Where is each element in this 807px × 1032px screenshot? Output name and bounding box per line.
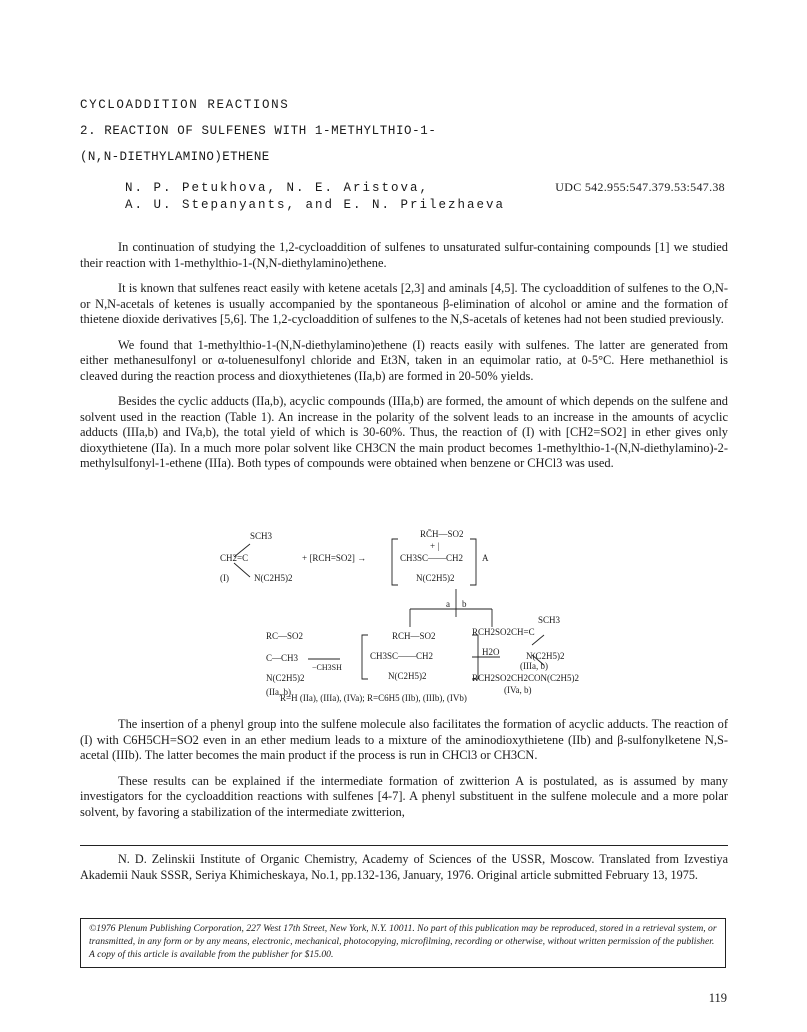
product-iv-label: (IVa, b) [504, 685, 532, 695]
path-b-label: b [462, 599, 467, 609]
paragraph-5: The insertion of a phenyl group into the sulfene molecule also facilitates the formation of acyclic adducts. The reaction of (I) with C6H5CH=SO2 even in an ether medium leads to a mixture of the aminodioxythietene (IIb) and β-sulfonylketene N,S-acetal (IIIb). The latter becomes the main product if the process is run in CHCl3 or CH3CN. [80, 717, 728, 762]
body-text-lower [80, 717, 728, 820]
cyclic-adduct-mid: CH3SC——CH2 [370, 651, 434, 661]
footnote [80, 852, 728, 883]
page-number: 119 [708, 991, 727, 1005]
product-ii-amine: N(C2H5)2 [266, 673, 305, 683]
product-iii-sch3: SCH3 [538, 615, 561, 625]
author-line-2: A. U. Stepanyants, and E. N. Prilezhaeva [125, 198, 506, 212]
footnote-rule [80, 845, 728, 846]
paragraph-3: We found that 1-methylthio-1-(N,N-diethylamino)ethene (I) reacts easily with sulfenes. The latter are generated from either methanesulfonyl or α-toluenesulfonyl chloride and Et3N, taken in an equimolar ratio, at 0-5°C. Here methanethiol is cleaved during the reaction process and dioxythietenes (IIa,b) are formed in 20-50% yields. [80, 337, 728, 383]
eliminated-methanethiol: −CH3SH [312, 663, 342, 672]
product-ii-mid: C—CH3 [266, 653, 299, 663]
bracket-right [470, 539, 476, 585]
bracket-left-2 [362, 635, 368, 679]
copyright-text: ©1976 Plenum Publishing Corporation, 227 West 17th Street, New York, N.Y. 10011. No part of this publication may be reproduced, stored in a retrieval system, or transmitted, in any form or by any means, electronic, mechanical, photocopying, microfilming, recording or otherwise, without written permission of the publisher. A copy of this article is available from the publisher for $15.00. [89, 923, 717, 960]
product-iv-formula: RCH2SO2CH2CON(C2H5)2 [472, 673, 580, 683]
sulfene-formula: + [RCH=SO2] → [302, 553, 367, 563]
zwitterion-charge: + | [430, 541, 440, 551]
paragraph-6: These results can be explained if the intermediate formation of zwitterion A is postulated, as is assumed by many investigators for the cycloaddition reactions with sulfenes [4-7]. A phenyl substituent in the sulfene molecule and a more polar solvent, by favoring a stabilization of the intermediate zwitterion, [80, 773, 728, 819]
product-ii-label: (IIa, b) [266, 687, 291, 697]
reactant-amine: N(C2H5)2 [254, 573, 293, 583]
author-line-1: N. P. Petukhova, N. E. Aristova, [125, 181, 430, 195]
article-title-continued: (N,N-DIETHYLAMINO)ETHENE [80, 150, 270, 164]
series-title: CYCLOADDITION REACTIONS [80, 98, 290, 112]
article-title: 2. REACTION OF SULFENES WITH 1-METHYLTHIO-1- [80, 124, 437, 138]
path-a-label: a [446, 599, 450, 609]
zwitterion-mid: CH3SC——CH2 [400, 553, 464, 563]
bond-line [234, 563, 250, 577]
zwitterion-label: A [482, 553, 489, 563]
product-iii-formula: RCH2SO2CH=C [472, 627, 535, 637]
udc-code: UDC 542.955:547.379.53:547.38 [555, 180, 725, 194]
reactant-label: (I) [220, 573, 229, 583]
reactant-formula: CH2=C [220, 553, 249, 563]
cyclic-adduct-amine: N(C2H5)2 [388, 671, 427, 681]
bracket-left [392, 539, 398, 585]
affiliation-note: N. D. Zelinskii Institute of Organic Chemistry, Academy of Sciences of the USSR, Moscow. Translated from Izvestiya Akademii Nauk SSSR, Seriya Khimicheskaya, No.1, pp.132-136, January, 1976. Original article submitted February 13, 1975. [80, 852, 728, 882]
cyclic-adduct-top: RCH—SO2 [392, 631, 436, 641]
product-ii-top: RC—SO2 [266, 631, 304, 641]
paragraph-2: It is known that sulfenes react easily with ketene acetals [2,3] and aminals [4,5]. The cycloaddition of sulfenes to the O,N- or N,N-acetals of ketenes is usually accompanied by the spontaneous β-elimination of alcohol or amine and the formation of thietene dioxide derivatives [5,6]. The 1,2-cycloaddition of sulfenes to the N,S-acetals of ketenes had not been studied previously. [80, 281, 728, 326]
author-list [125, 180, 505, 214]
zwitterion-amine: N(C2H5)2 [416, 573, 455, 583]
water-label: H2O [482, 647, 500, 657]
copyright-box [80, 918, 726, 968]
body-text-upper [80, 240, 728, 472]
scheme-legend: R=H (IIa), (IIIa), (IVa); R=C6H5 (IIb), (IIIb), (IVb) [280, 693, 467, 703]
zwitterion-top: RC̄H—SO2 [420, 529, 464, 539]
product-iii-label: (IIIa, b) [520, 661, 548, 671]
reaction-scheme [220, 527, 580, 703]
paragraph-1: In continuation of studying the 1,2-cycloaddition of sulfenes to unsaturated sulfur-containing compounds [1] we studied their reaction with 1-methylthio-1-(N,N-diethylamino)ethene. [80, 240, 728, 270]
product-iii-amine: N(C2H5)2 [526, 651, 565, 661]
paragraph-4: Besides the cyclic adducts (IIa,b), acyclic compounds (IIIa,b) are formed, the amount of which depends on the sulfene and solvent used in the reaction (Table 1). An increase in the polarity of the solvent leads to an increase in the amounts of acyclic adducts (IIIa,b) and IVa,b), the total yield of which is 30-60%. Thus, the reaction of (I) with [CH2=SO2] in ether gives only dioxythietene (IIa). In a much more polar solvent like CH3CN the main product becomes 1-methylthio-1-(N,N-diethylamino)-2-methylsulfonyl-1-ethene (IIIa). Both types of compounds were obtained when benzene or CHCl3 was used. [80, 394, 728, 470]
sch3-label: SCH3 [250, 531, 273, 541]
